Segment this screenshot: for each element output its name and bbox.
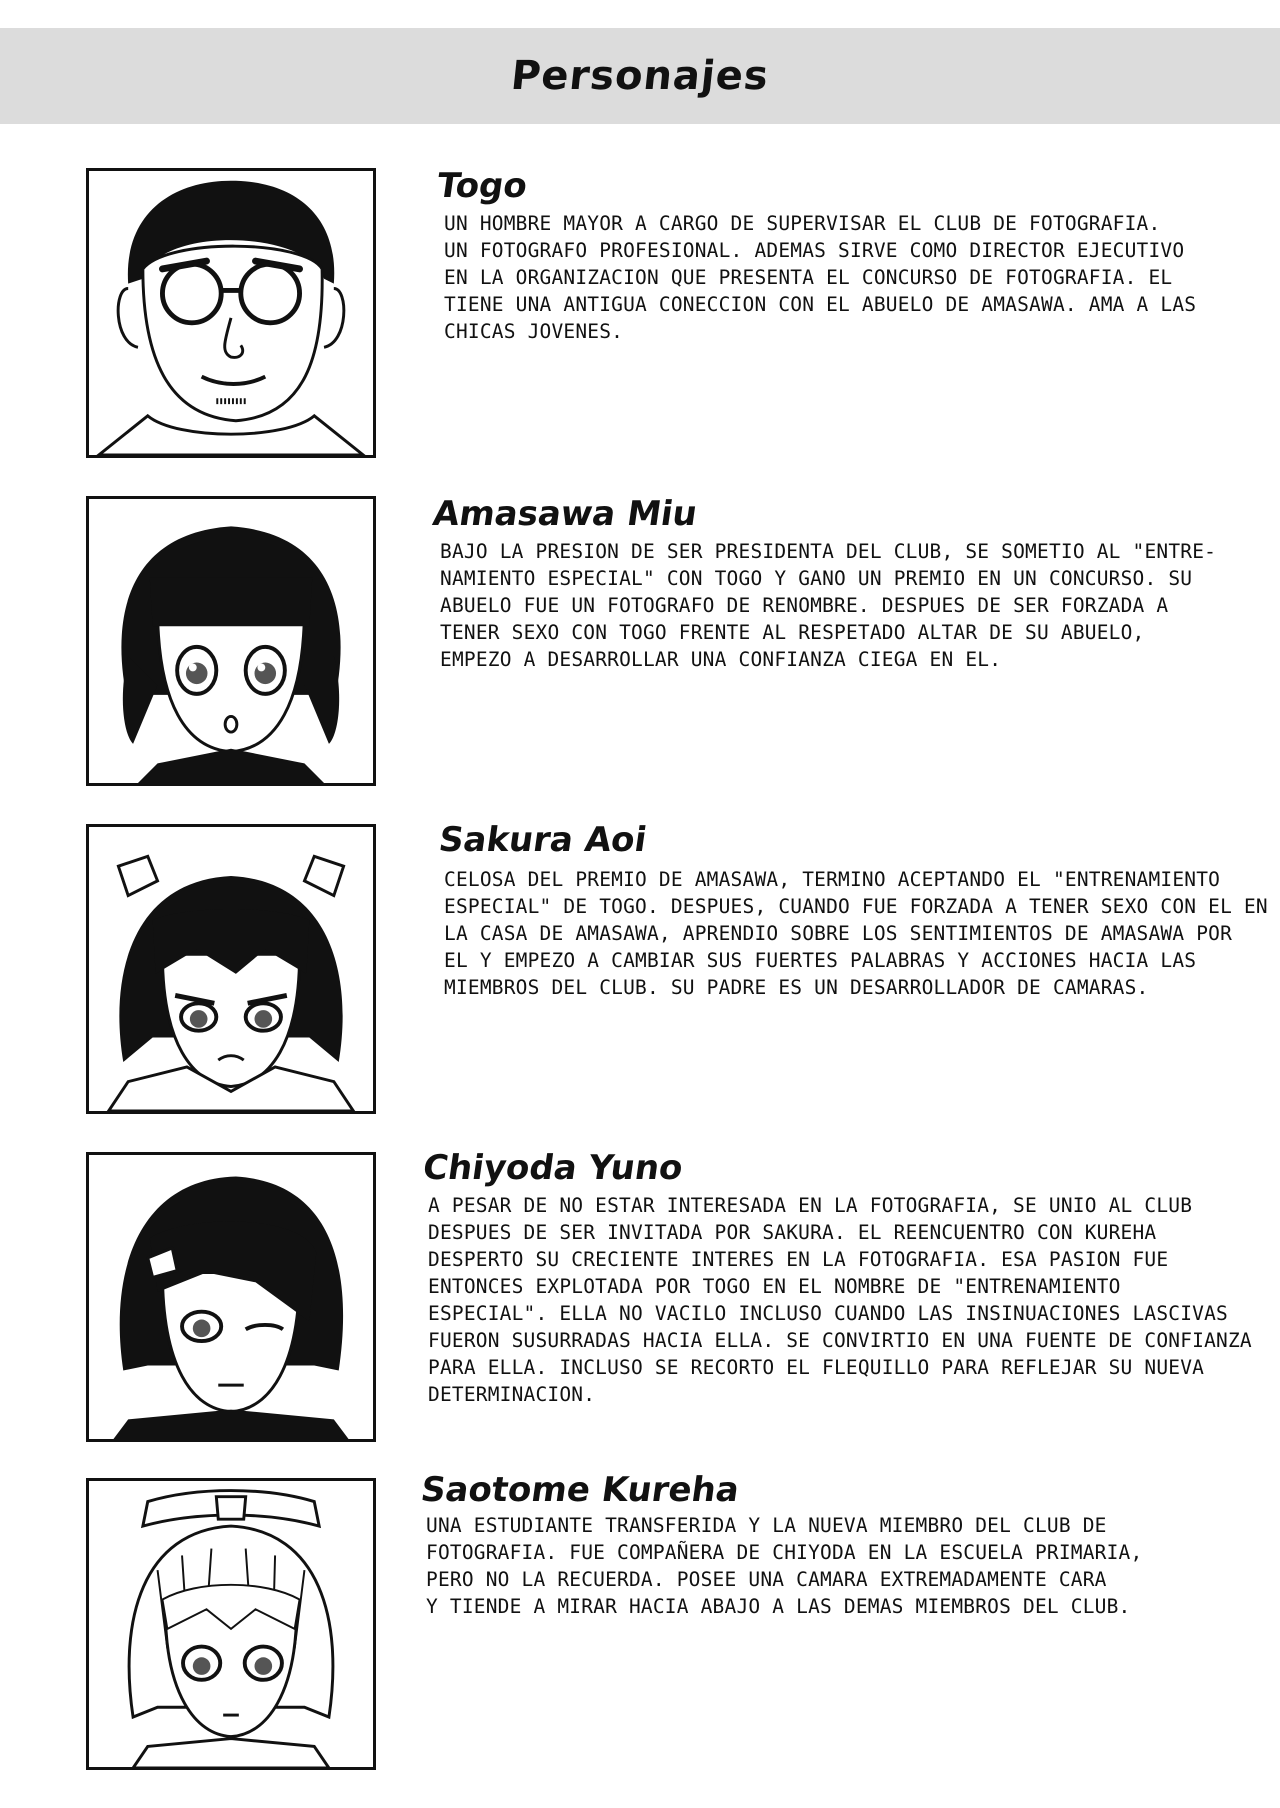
- character-name: Amasawa Miu: [430, 494, 700, 534]
- girl-with-twintails-portrait-icon: [86, 824, 376, 1114]
- character-name: Togo: [434, 166, 530, 206]
- character-description: A PESAR DE NO ESTAR INTERESADA EN LA FOTOGRAFIA, SE UNIO AL CLUB DESPUES DE SER INVITADA POR SAKURA. EL REENCUENTRO CON KUREHA DESPERTO SU CRECIENTE INTERES EN LA FOTOGRAFIA. ESA PASION FUE ENTONCES EXPLOTADA POR TOGO EN EL NOMBRE DE "ENTRENAMIENTO ESPECIAL". ELLA NO VACILO INCLUSO CUANDO LAS INSINUACIONES LASCIVAS FUERON SUSURRADAS HACIA ELLA. SE CONVIRTIO EN UNA FUENTE DE CONFIANZA PARA ELLA. INCLUSO SE RECORTO EL FLEQUILLO PARA REFLEJAR SU NUEVA DETERMINACION.: [428, 1194, 1252, 1406]
- character-entry-chiyoda-yuno: [0, 1148, 1280, 1447]
- character-description: BAJO LA PRESION DE SER PRESIDENTA DEL CLUB, SE SOMETIO AL "ENTRE- NAMIENTO ESPECIAL" CON TOGO Y GANO UN PREMIO EN UN CONCURSO. SU ABUELO FUE UN FOTOGRAFO DE RENOMBRE. DESPUES DE SER FORZADA A TENER SEXO CON TOGO FRENTE AL RESPETADO ALTAR DE SU ABUELO, EMPEZO A DESARROLLAR UNA CONFIANZA CIEGA EN EL.: [440, 540, 1217, 671]
- girl-with-bangs-portrait-icon: [86, 496, 376, 786]
- girl-with-hairclip-portrait-icon: [86, 1152, 376, 1442]
- character-name: Sakura Aoi: [436, 820, 650, 860]
- man-with-glasses-portrait-icon: [86, 168, 376, 458]
- character-entry-sakura-aoi: [0, 820, 1280, 1119]
- character-name: Chiyoda Yuno: [420, 1148, 686, 1188]
- character-description: UNA ESTUDIANTE TRANSFERIDA Y LA NUEVA MIEMBRO DEL CLUB DE FOTOGRAFIA. FUE COMPAÑERA DE CHIYODA EN LA ESCUELA PRIMARIA, PERO NO LA RECUERDA. POSEE UNA CAMARA EXTREMADAMENTE CARA Y TIENDE A MIRAR HACIA ABAJO A LAS DEMAS MIEMBROS DEL CLUB.: [426, 1514, 1143, 1618]
- character-description: CELOSA DEL PREMIO DE AMASAWA, TERMINO ACEPTANDO EL "ENTRENAMIENTO ESPECIAL" DE TOGO. DESPUES, CUANDO FUE FORZADA A TENER SEXO CON EL EN LA CASA DE AMASAWA, APRENDIO SOBRE LOS SENTIMIENTOS DE AMASAWA POR EL Y EMPEZO A CAMBIAR SUS FUERTES PALABRAS Y ACCIONES HACIA LAS MIEMBROS DEL CLUB. SU PADRE ES UN DESARROLLADOR DE CAMARAS.: [444, 868, 1268, 999]
- girl-with-headband-portrait-icon: [86, 1478, 376, 1770]
- character-entry-togo: [0, 168, 1280, 463]
- character-entry-saotome-kureha: [0, 1470, 1280, 1773]
- page-title: Personajes: [508, 53, 772, 99]
- character-name: Saotome Kureha: [418, 1470, 742, 1510]
- character-description: UN HOMBRE MAYOR A CARGO DE SUPERVISAR EL CLUB DE FOTOGRAFIA. UN FOTOGRAFO PROFESIONAL. ADEMAS SIRVE COMO DIRECTOR EJECUTIVO EN LA ORGANIZACION QUE PRESENTA EL CONCURSO DE FOTOGRAFIA. EL TIENE UNA ANTIGUA CONECCION CON EL ABUELO DE AMASAWA. AMA A LAS CHICAS JOVENES.: [444, 212, 1197, 343]
- character-entry-amasawa-miu: [0, 496, 1280, 791]
